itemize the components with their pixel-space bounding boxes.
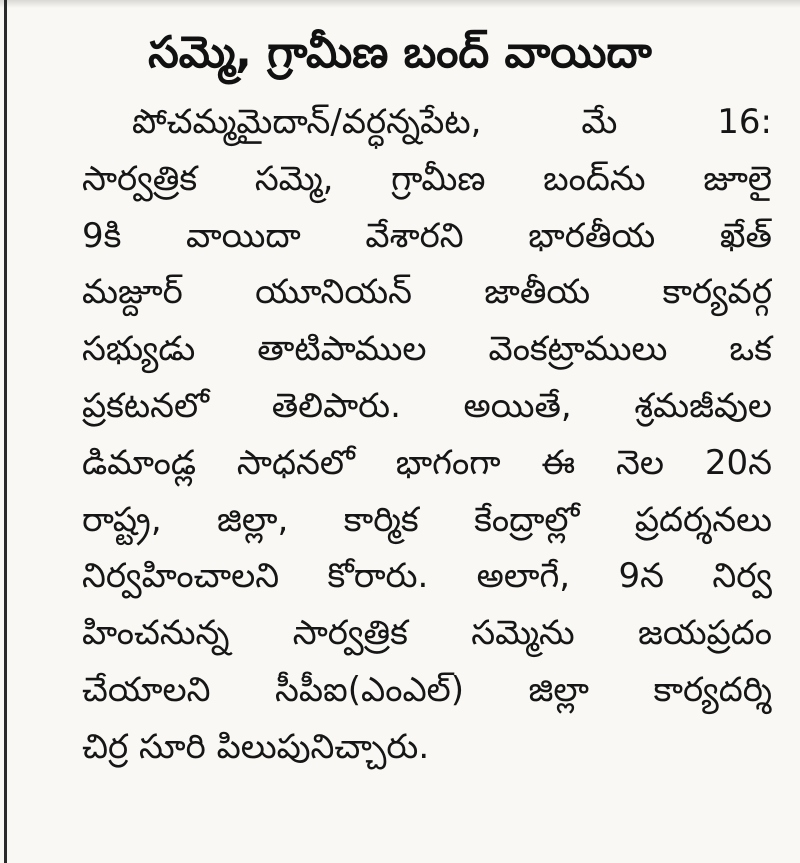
article-line: రాష్ట్ర, జిల్లా, కార్మిక కేంద్రాల్లో ప్రదర్శనలు <box>82 499 772 540</box>
article-line: 9కి వాయిదా వేశారని భారతీయ ఖేత్ <box>82 215 772 256</box>
article-body <box>82 94 772 776</box>
article-line: ప్రకటనలో తెలిపారు. అయితే, శ్రమజీవుల <box>82 385 772 426</box>
article-line: సభ్యుడు తాటిపాముల వెంకట్రాములు ఒక <box>82 329 772 370</box>
article-line: నిర్వహించాలని కోరారు. అలాగే, 9న నిర్వ <box>82 556 772 597</box>
article-line: మజ్దూర్ యూనియన్ జాతీయ కార్యవర్గ <box>82 272 772 313</box>
headline: సమ్మె, గ్రామీణ బంద్ వాయిదా <box>148 27 652 78</box>
article-line: పోచమ్మమైదాన్/వర్ధన్నపేట, మే 16: <box>132 102 772 142</box>
torn-top-edge <box>0 0 800 8</box>
article-line: హించనున్న సార్వత్రిక సమ్మెను జయప్రదం <box>82 613 772 654</box>
article-line: చిర్ర సూరి పిలుపునిచ్చారు. <box>82 726 430 767</box>
article-line: డిమాండ్ల సాధనలో భాగంగా ఈ నెల 20న <box>82 442 772 483</box>
article-line: చేయాలని సీపీఐ(ఎంఎల్) జిల్లా కార్యదర్శి <box>82 669 772 710</box>
article-line: సార్వత్రిక సమ్మె, గ్రామీణ బంద్‌ను జూలై <box>82 158 772 199</box>
column-rule <box>4 0 7 863</box>
